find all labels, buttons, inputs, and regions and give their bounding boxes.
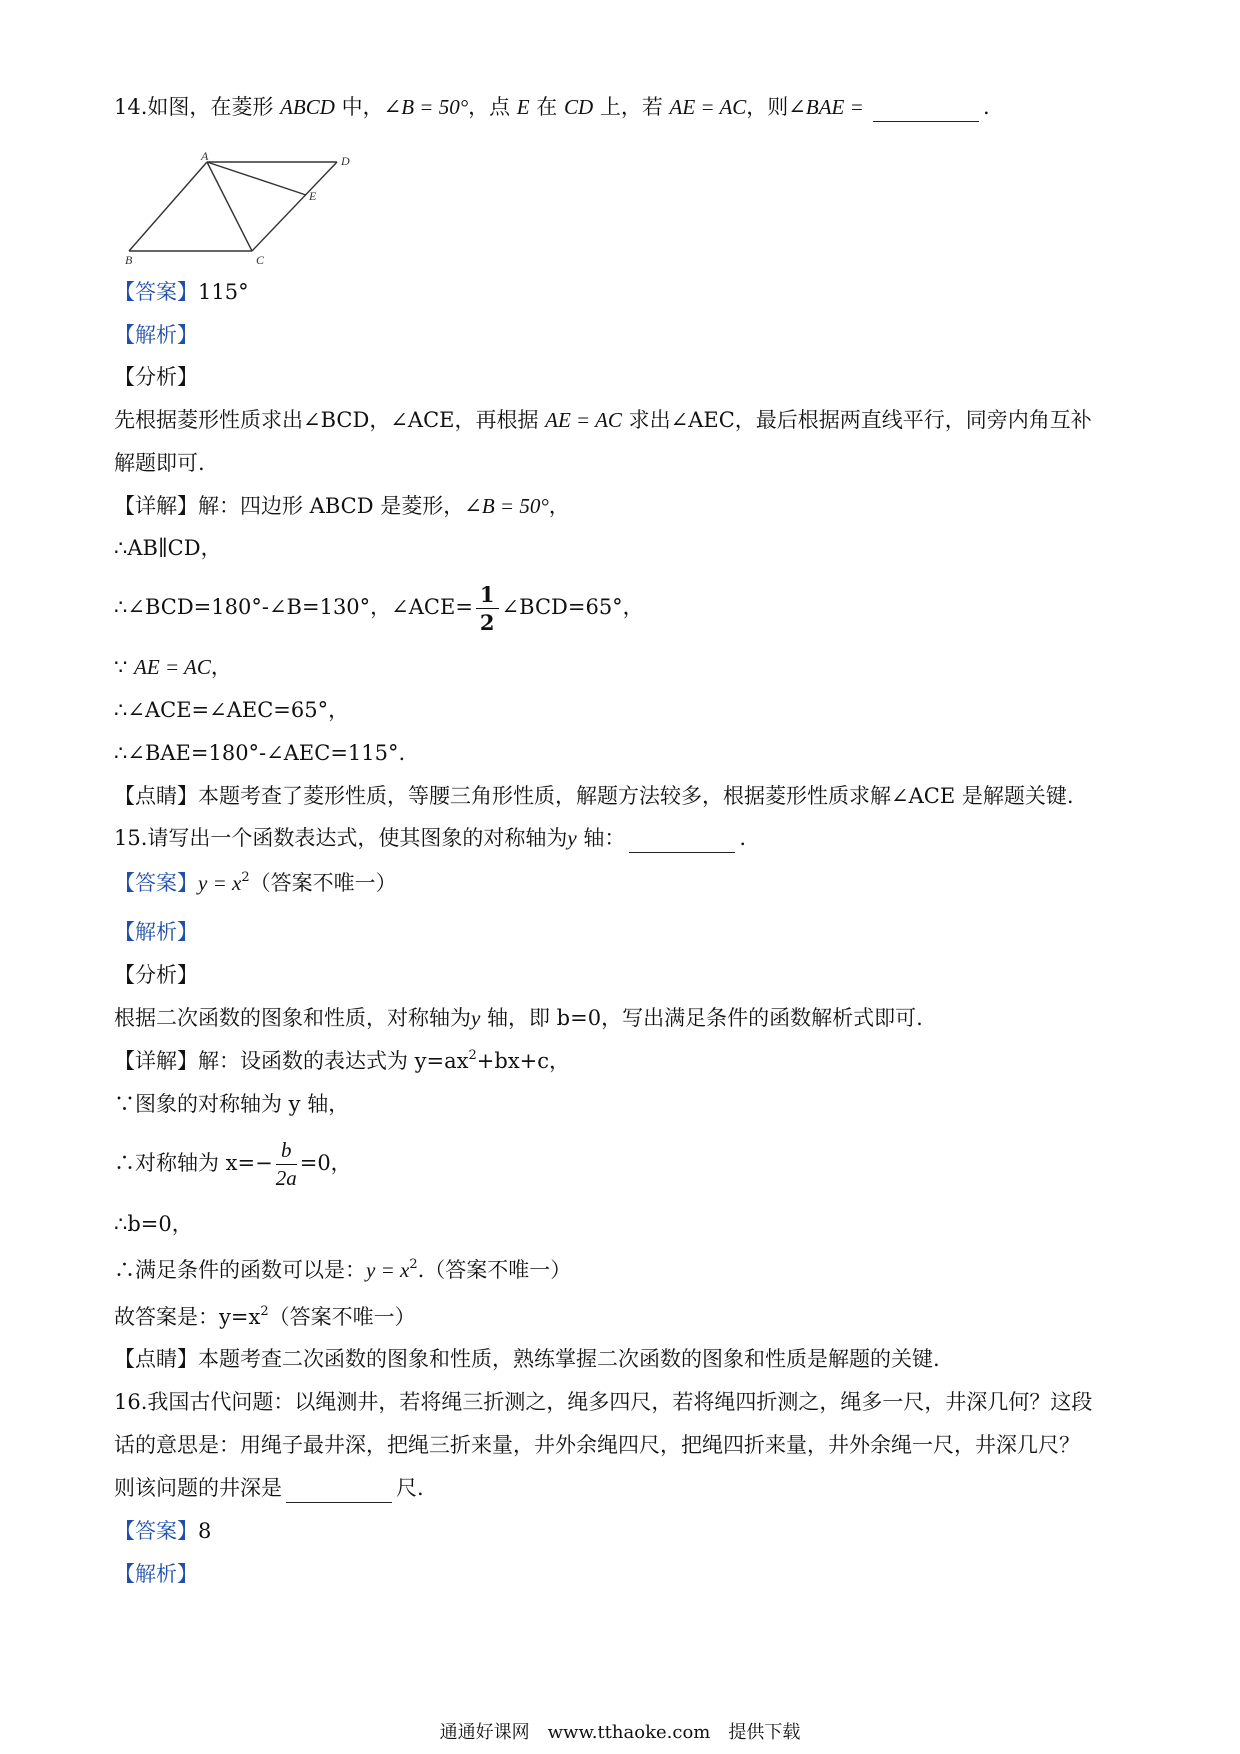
q15-answer: 【答案】$y = x^2$（答案不唯一） bbox=[114, 870, 397, 895]
answer-blank bbox=[873, 99, 979, 122]
q15-final: 故答案是：$y=x^2$（答案不唯一） bbox=[114, 1304, 416, 1329]
q16-jiexi: 【解析】 bbox=[114, 1562, 198, 1586]
label-e: E bbox=[309, 189, 317, 203]
label-b: B bbox=[125, 253, 133, 265]
q16-answer: 【答案】8 bbox=[114, 1519, 212, 1543]
fraction-half: $\frac{1}{2}$ bbox=[476, 581, 499, 636]
answer-blank bbox=[629, 830, 735, 853]
q14-analysis-2: 解题即可. bbox=[114, 451, 205, 475]
q14-fenxi: 【分析】 bbox=[114, 365, 198, 389]
label-d: D bbox=[341, 154, 350, 168]
q15-comment: 【点睛】本题考查二次函数的图象和性质，熟练掌握二次函数的图象和性质是解题的关键. bbox=[114, 1347, 940, 1371]
q15-step-4: ∴满足条件的函数可以是：$y = x^2$.（答案不唯一） bbox=[114, 1257, 572, 1282]
label-c: C bbox=[256, 253, 265, 265]
q15-jiexi: 【解析】 bbox=[114, 920, 198, 944]
q15-fenxi: 【分析】 bbox=[114, 963, 198, 987]
q14-comment: 【点睛】本题考查了菱形性质，等腰三角形性质，解题方法较多，根据菱形性质求解∠ACE 是解题关键. bbox=[114, 784, 1074, 808]
q14-step-2: ∴∠BCD=180°-∠B=130°，∠ACE= $\frac{1}{2}$ ∠BCD=65°， bbox=[114, 582, 644, 635]
q15-detail: 【详解】解：设函数的表达式为 $y=ax^2+bx+c$， bbox=[114, 1048, 571, 1073]
page-footer: 通通好课网 www.tthaoke.com 提供下载 bbox=[439, 1722, 801, 1743]
q15-analysis: 根据二次函数的图象和性质，对称轴为y 轴，即 b=0，写出满足条件的函数解析式即可. bbox=[114, 1006, 923, 1030]
q14-question: 14.如图，在菱形 ABCD 中，∠B = 50°，点 E 在 CD 上，若 AE = AC，则∠BAE = . bbox=[114, 92, 990, 122]
q16-question-2: 话的意思是：用绳子最井深，把绳三折来量，井外余绳四尺，把绳四折来量，井外余绳一尺，井深几尺？ bbox=[114, 1433, 1080, 1457]
q16-question-1: 16.我国古代问题：以绳测井，若将绳三折测之，绳多四尺，若将绳四折测之，绳多一尺，井深几何？这段 bbox=[114, 1390, 1093, 1414]
answer-blank bbox=[286, 1480, 392, 1503]
q14-step-4: ∴∠ACE=∠AEC=65°， bbox=[114, 698, 350, 722]
q15-step-3: ∴b=0， bbox=[114, 1212, 193, 1236]
q16-question-3: 则该问题的井深是 尺. bbox=[114, 1473, 424, 1503]
q15-step-2: ∴对称轴为 x=− $\frac{b}{2a}$ =0， bbox=[114, 1138, 352, 1190]
q15-question: 15.请写出一个函数表达式，使其图象的对称轴为y 轴： . bbox=[114, 823, 746, 853]
q14-detail-1: 【详解】解：四边形 ABCD 是菱形，∠B = 50°， bbox=[114, 494, 570, 518]
q14-step-5: ∴∠BAE=180°-∠AEC=115°. bbox=[114, 741, 406, 765]
label-a: A bbox=[201, 150, 209, 163]
q14-analysis-1: 先根据菱形性质求出∠BCD，∠ACE，再根据 AE = AC 求出∠AEC，最后根据两直线平行，同旁内角互补 bbox=[114, 408, 1092, 432]
q14-jiexi: 【解析】 bbox=[114, 323, 198, 347]
q14-step-3: ∵ AE = AC， bbox=[114, 655, 232, 679]
fraction-b-over-2a: $\frac{b}{2a}$ bbox=[275, 1138, 297, 1190]
q14-step-1: ∴AB∥CD， bbox=[114, 536, 222, 560]
edge-ab bbox=[129, 162, 207, 251]
q14-answer: 【答案】115° bbox=[114, 280, 249, 304]
q15-step-1: ∵图象的对称轴为 y 轴， bbox=[114, 1092, 350, 1116]
edge-cd bbox=[252, 162, 337, 251]
rhombus-figure bbox=[125, 150, 360, 265]
